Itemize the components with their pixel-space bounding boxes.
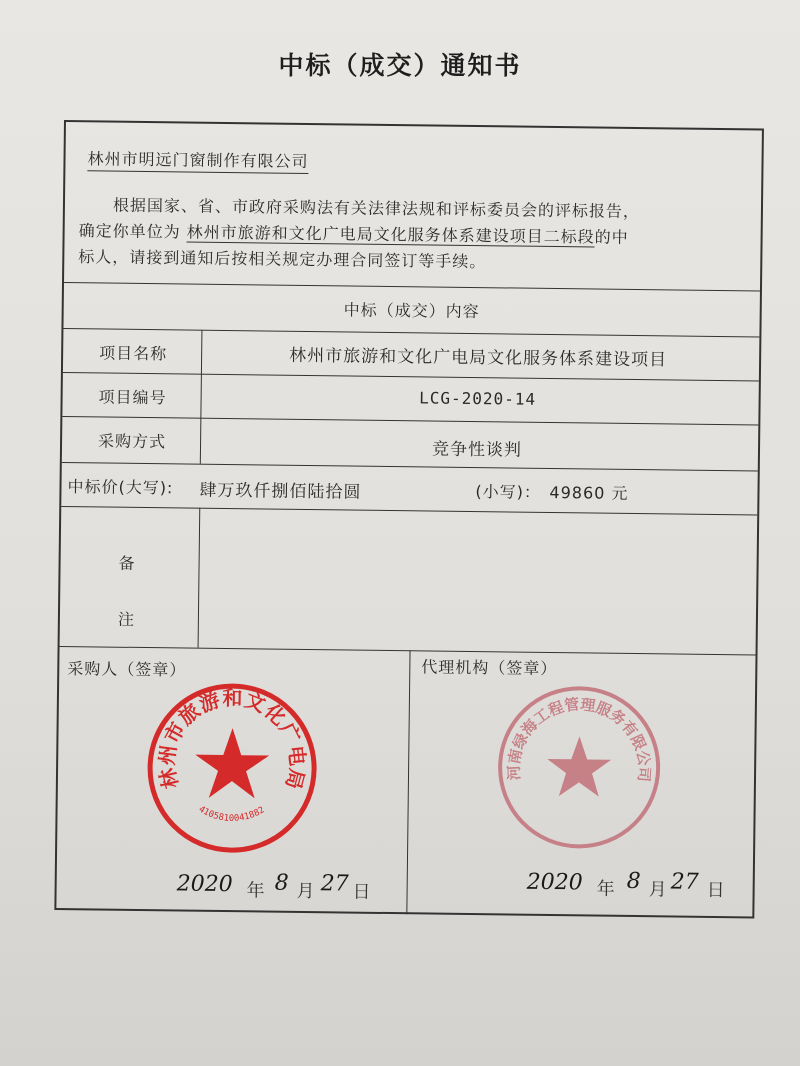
recipient-name: 林州市明远门窗制作有限公司: [87, 146, 308, 174]
column-divider: [406, 650, 410, 914]
row-value-project-name: 林州市旅游和文化广电局文化服务体系建设项目: [289, 345, 668, 371]
agency-signature-label: 代理机构（签章）: [421, 657, 558, 679]
agency-date-day-char: 日: [706, 879, 725, 902]
section-title: 中标（成交）内容: [343, 300, 480, 322]
agency-date-day: 27: [670, 869, 699, 895]
body-line-2-suffix: 的中: [594, 227, 629, 247]
price-small-label: (小写)：: [475, 482, 542, 502]
divider: [63, 372, 759, 382]
agency-seal-name: 河南绿海工程管理服务有限公司: [504, 695, 654, 783]
purchaser-date-month-char: 月: [296, 880, 315, 903]
purchaser-seal-number: 4105810041882: [196, 804, 267, 824]
agency-date-year-char: 年: [596, 878, 615, 900]
body-line-2-prefix: 确定你单位为: [78, 221, 181, 242]
column-divider: [200, 330, 203, 464]
row-label-procurement-method: 采购方式: [97, 431, 167, 452]
purchaser-seal-graphic: [145, 681, 319, 855]
divider: [60, 646, 756, 656]
purchaser-seal: [145, 681, 319, 855]
body-line-1: 根据国家、省、市政府采购法有关法律法规和评标委员会的评标报告，: [112, 195, 641, 222]
divider: [61, 506, 757, 516]
divider: [62, 462, 758, 472]
purchaser-signature-label: 采购人（签章）: [67, 659, 187, 680]
purchaser-date-day: 27: [320, 871, 349, 897]
remarks-label-2: 注: [117, 609, 136, 629]
purchaser-date-year-char: 年: [246, 880, 265, 902]
row-value-procurement-method: 竞争性谈判: [431, 439, 523, 461]
agency-date-year: 2020: [526, 869, 583, 896]
price-label: 中标价(大写):: [67, 477, 174, 498]
document-title: 中标（成交）通知书: [278, 51, 522, 80]
price-uppercase: 肆万玖仟捌佰陆拾圆: [199, 480, 362, 503]
purchaser-date-year: 2020: [176, 871, 233, 898]
divider: [62, 416, 758, 426]
awarded-project: 林州市旅游和文化广电局文化服务体系建设项目二标段: [186, 222, 595, 247]
purchaser-seal-name: 林州市旅游和文化广电局: [154, 685, 310, 793]
row-value-project-number: LCG-2020-14: [419, 388, 537, 409]
price-small-value: 49860 元: [549, 482, 629, 503]
row-label-project-number: 项目编号: [98, 387, 167, 408]
notice-body: [78, 192, 739, 278]
agency-date-month-char: 月: [648, 879, 667, 901]
agency-date-month: 8: [626, 868, 641, 895]
divider: [64, 282, 760, 292]
row-label-project-name: 项目名称: [99, 343, 168, 364]
star-icon: [547, 736, 612, 797]
notice-frame: [54, 120, 764, 918]
purchaser-date-day-char: 日: [352, 881, 371, 903]
body-line-3: 标人，请接到通知后按相关规定办理合同签订等手续。: [78, 247, 487, 272]
column-divider: [198, 508, 201, 648]
purchaser-date-month: 8: [274, 870, 289, 896]
agency-seal-graphic: [495, 683, 663, 851]
remarks-label-1: 备: [118, 553, 136, 573]
divider: [63, 328, 759, 338]
agency-seal: [495, 683, 663, 851]
star-icon: [195, 728, 270, 799]
